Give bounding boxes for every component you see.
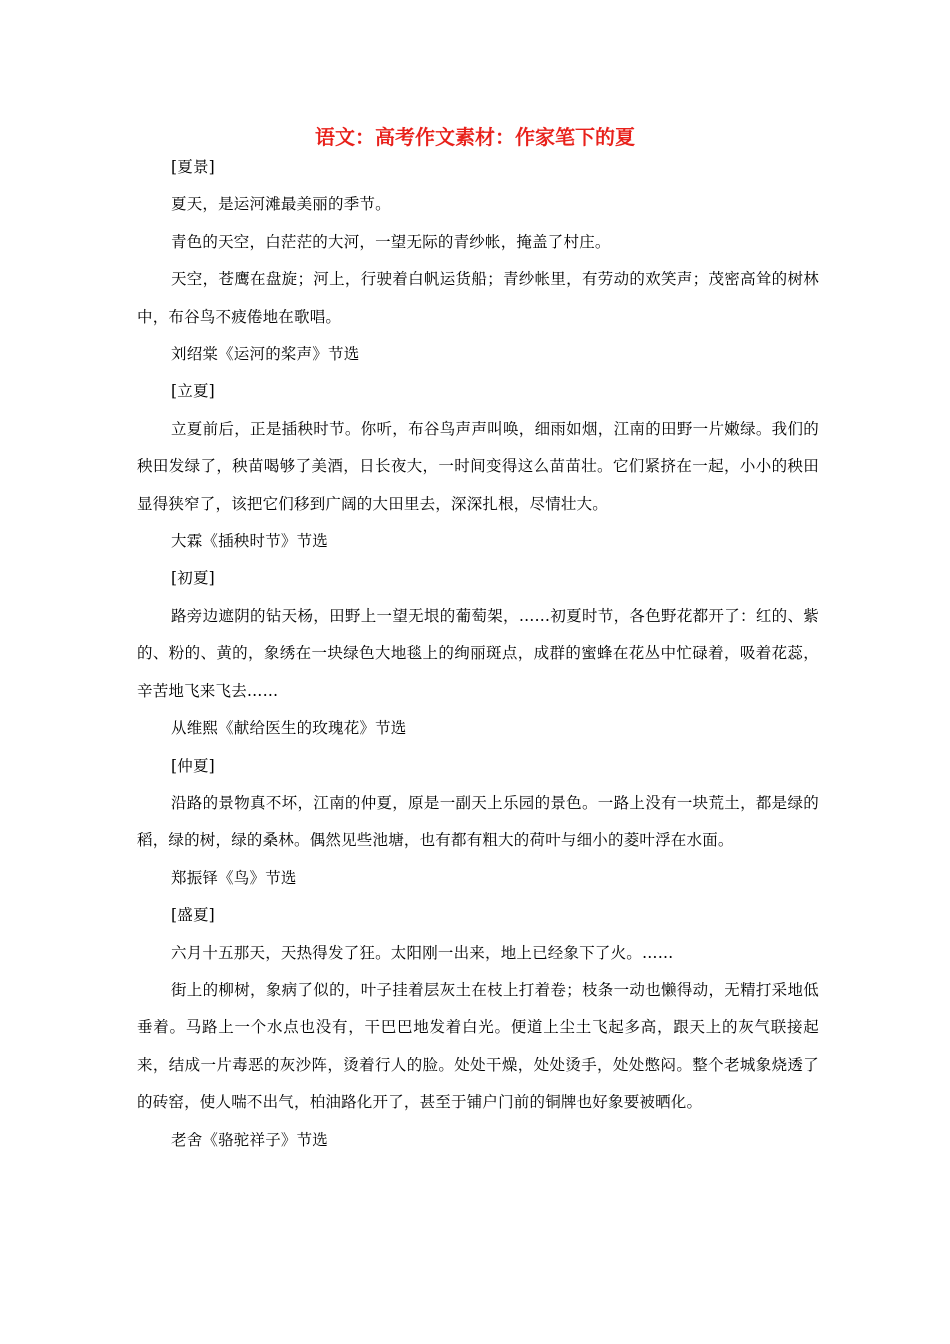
paragraph: 天空，苍鹰在盘旋；河上，行驶着白帆运货船；青纱帐里，有劳动的欢笑声；茂密高耸的树林中，布谷鸟不疲倦地在歌唱。 bbox=[137, 270, 819, 326]
paragraph: 沿路的景物真不坏，江南的仲夏，原是一副天上乐园的景色。一路上没有一块荒土，都是绿的稻，绿的树，绿的桑林。偶然见些池塘，也有都有粗大的荷叶与细小的菱叶浮在水面。 bbox=[137, 793, 819, 850]
document-body bbox=[137, 149, 819, 1159]
document-title: 语文：高考作文素材：作家笔下的夏 bbox=[315, 125, 635, 149]
source-attribution: 从维熙《献给医生的玫瑰花》节选 bbox=[171, 719, 407, 738]
source-attribution: 刘绍棠《运河的桨声》节选 bbox=[171, 345, 360, 364]
paragraph: 六月十五那天，天热得发了狂。太阳刚一出来，地上已经象下了火。…… bbox=[171, 943, 674, 962]
source-attribution: 大霖《插秧时节》节选 bbox=[171, 532, 329, 551]
section-heading-lixia: [立夏] bbox=[171, 382, 215, 401]
paragraph: 夏天，是运河滩最美丽的季节。 bbox=[171, 195, 391, 214]
paragraph: 街上的柳树，象病了似的，叶子挂着层灰土在枝上打着卷；枝条一动也懒得动，无精打采地低垂着。马路上一个水点也没有，干巴巴地发着白光。便道上尘土飞起多高，跟天上的灰气联接起来，结成一片毒恶的灰沙阵，烫着行人的脸。处处干燥，处处烫手，处处憋闷。整个老城象烧透了的砖窑，使人喘不出气，柏油路化开了，甚至于铺户门前的铜牌也好象要被晒化。 bbox=[137, 980, 819, 1112]
section-heading-chuxia: [初夏] bbox=[171, 569, 215, 588]
section-heading-xiajing: [夏景] bbox=[171, 158, 215, 176]
paragraph: 立夏前后，正是插秧时节。你听，布谷鸟声声叫唤，细雨如烟，江南的田野一片嫩绿。我们的秧田发绿了，秧苗喝够了美酒，日长夜大，一时间变得这么苗苗壮。它们紧挤在一起，小小的秧田显得狭窄了，该把它们移到广阔的大田里去，深深扎根，尽情壮大。 bbox=[137, 419, 819, 513]
source-attribution: 郑振铎《鸟》节选 bbox=[171, 868, 297, 887]
paragraph: 路旁边遮阴的钻天杨，田野上一望无垠的葡萄架，……初夏时节，各色野花都开了：红的、紫的、粉的、黄的，象绣在一块绿色大地毯上的绚丽斑点，成群的蜜蜂在花丛中忙碌着，吸着花蕊，辛苦地飞来飞去…… bbox=[137, 606, 819, 700]
section-heading-zhongxia: [仲夏] bbox=[171, 756, 215, 775]
paragraph: 青色的天空，白茫茫的大河，一望无际的青纱帐，掩盖了村庄。 bbox=[171, 232, 611, 251]
section-heading-shengxia: [盛夏] bbox=[171, 906, 215, 925]
source-attribution: 老舍《骆驼祥子》节选 bbox=[171, 1130, 329, 1149]
